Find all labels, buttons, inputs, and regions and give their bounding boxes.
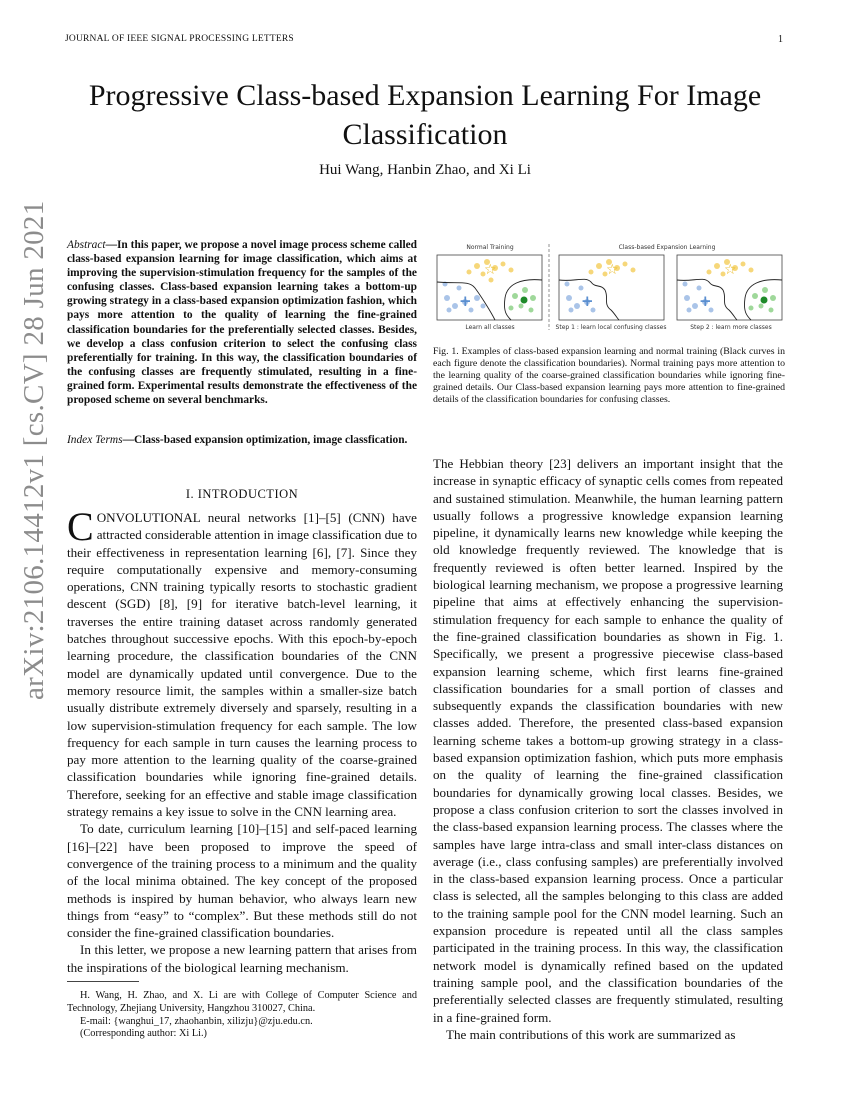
intro-paragraph-5: The main contributions of this work are summarized as — [446, 1026, 736, 1042]
intro-paragraph-3: In this letter, we propose a new learning pattern that arises from the inspirations of the biological learning mechanism. — [67, 942, 417, 975]
abstract — [67, 238, 417, 407]
arxiv-stamp: arXiv:2106.14412v1 [cs.CV] 28 Jun 2021 — [18, 200, 50, 700]
intro-paragraph-1-text: neural networks [1]–[5] (CNN) have attracted considerable attention in image classification due to their effectiveness in representation learning [6], [7]. Since they require computationally expensive and memory-consuming operations, CNN training typically resorts to stochastic gradient descent (SGD) [8], [9] for iterative batch-level learning, it traverses the entire training dataset across randomly generated batches throughout successive epochs. With this epoch-by-epoch learning procedure, the classification boundaries of the CNN model are dynamically updated until convergence. Due to the memory resource limit, the samples within a smaller-size batch usually distribute extremely diversely and sparsely, resulting in a low supervision-stimulation frequency for each sample. The low frequency for each sample in turn causes the learning process to pay more attention to the learning quality of the coarse-grained classification boundaries while ignoring fine-grained details. Therefore, seeking for an effective and stable image classification strategy remains a key issue to solve in the CNN learning area. — [67, 510, 417, 820]
intro-paragraph-1 — [67, 504, 417, 820]
index-terms — [67, 433, 417, 447]
blue-class-center-icon: + — [699, 292, 712, 310]
blue-class-center-icon: + — [459, 292, 472, 310]
panel-normal-training — [437, 255, 542, 331]
intro-paragraph-2: To date, curriculum learning [10]–[15] and self-paced learning [16]–[22] have been proposed to improve the speed of convergence of the training process to a minimum and the quality of the local minima obtained. The key concept of the proposed methods is inspired by human behavior, who always learn new things from “easy” to “complex”. But these methods still do not consider the fine-grained classification boundaries. — [67, 821, 417, 941]
intro-first-word: ONVOLUTIONAL — [96, 510, 201, 525]
panel-caption-step-1: Step 1 : learn local confusing classes — [555, 324, 667, 331]
green-class-center — [761, 297, 768, 304]
abstract-text: —In this paper, we propose a novel image process scheme called class-based expansion learning for image classification, which aims at improving the supervision-stimulation frequency for the samples of the confusing classes. Class-based expansion learning takes a bottom-up growing strategy in a class-based expansion optimization fashion, which pays more attention to the quality of learning the fine-grained classification boundaries for the preferentially selected classes. Besides, we develop a class confusion criterion to select the confusing class preferentially for training. In this way, the classification boundaries of the confusing classes are frequently stimulated, resulting in a fine-grained form. Experimental results demonstrate the effectiveness of the proposed scheme on several benchmarks. — [67, 239, 417, 407]
footnote-rule — [67, 981, 139, 982]
author-list: Hui Wang, Hanbin Zhao, and Xi Li — [319, 162, 531, 178]
page-number: 1 — [778, 34, 783, 45]
running-head: JOURNAL OF IEEE SIGNAL PROCESSING LETTERS — [65, 34, 294, 44]
panel-step-2 — [677, 255, 782, 331]
footnote-affiliation: H. Wang, H. Zhao, and X. Li are with College of Computer Science and Technology, Zhejiang University, Hangzhou 310027, China. — [67, 990, 417, 1014]
star-icon: ☆ — [606, 262, 619, 278]
blue-class-center-icon: + — [581, 292, 594, 310]
star-icon: ☆ — [484, 262, 497, 278]
panel-caption-normal: Learn all classes — [465, 324, 515, 331]
index-terms-text: —Class-based expansion optimization, image classfication. — [122, 434, 408, 446]
panel-title-expansion: Class-based Expansion Learning — [618, 244, 716, 251]
paper-title: Progressive Class-based Expansion Learning For Image Classification — [88, 79, 762, 151]
green-class-center — [521, 297, 528, 304]
panel-step-1 — [556, 255, 667, 331]
intro-paragraph-4: The Hebbian theory [23] delivers an important insight that the increase in synaptic efficacy of synaptic cells comes from repeated and sustained stimulation. Meanwhile, the human learning pattern usually follows a progressive knowledge expansion learning pipeline, it dynamically learns new knowledge while keeping the old knowledge frequently reviewed. The knowledge that is frequently reviewed is often better learned. Inspired by the biological learning mechanism, we propose a progressive learning pipeline that aims at effectively enhancing the supervision-stimulation frequency for each sample to enhance the quality of the fine-grained classification boundaries as shown in Fig. 1. Specifically, we present a progressive piecewise class-based expansion learning scheme, which first learns fine-grained classification boundaries for a small portion of classes and subsequently expands the classification boundaries with new classes added. Therefore, the presented class-based expansion learning scheme takes a bottom-up growing strategy in a class-based expansion optimization fashion, which puts more emphasis on the quality of learning the fine-grained classification boundaries for dynamically growing local classes. Besides, we propose a class confusion criterion to sort the classes involved in the class-based expansion learning process. The classes where the samples have large intra-class and small inter-class distances on average (i.e., class confusing samples) are preferentially involved in the class-based expansion learning process. Once a particular class is selected, all the samples belonging to this class are added to the training sample pool for the CNN model learning. Such an expansion procedure is repeated until all the class samples participated in the training process. In this way, the classification network model is dynamically refined based on the updated training sample pool, and the classification boundaries of the preferentially selected classes are frequently stimulated, resulting in a fine-grained form. — [433, 456, 783, 1025]
intro-left-column — [67, 504, 417, 976]
section-heading: I. INTRODUCTION — [185, 487, 299, 501]
footnote — [67, 990, 417, 1041]
footnote-corresponding: (Corresponding author: Xi Li.) — [80, 1028, 207, 1040]
drop-cap: C — [67, 504, 94, 549]
footnote-email: E-mail: {wanghui_17, zhaohanbin, xilizju}@zju.edu.cn. — [80, 1015, 313, 1027]
star-icon: ☆ — [724, 262, 737, 278]
intro-right-column — [433, 455, 783, 1043]
figure-1 — [435, 240, 785, 332]
figure-caption: Fig. 1. Examples of class-based expansion learning and normal training (Black curves in each figure denote the classification boundaries). Normal training pays more attention to the learning quality of the coarse-grained classification boundaries while ignoring fine-grained details. Our Class-based expansion learning pays more attention to fine-grained details of the classification boundaries for confusing classes. — [433, 346, 785, 405]
figure-1-illustration — [435, 240, 785, 332]
panel-caption-step-2: Step 2 : learn more classes — [690, 324, 772, 331]
index-terms-label: Index Terms — [67, 434, 123, 446]
abstract-label: Abstract — [67, 239, 106, 251]
panel-title-normal: Normal Training — [466, 244, 514, 251]
